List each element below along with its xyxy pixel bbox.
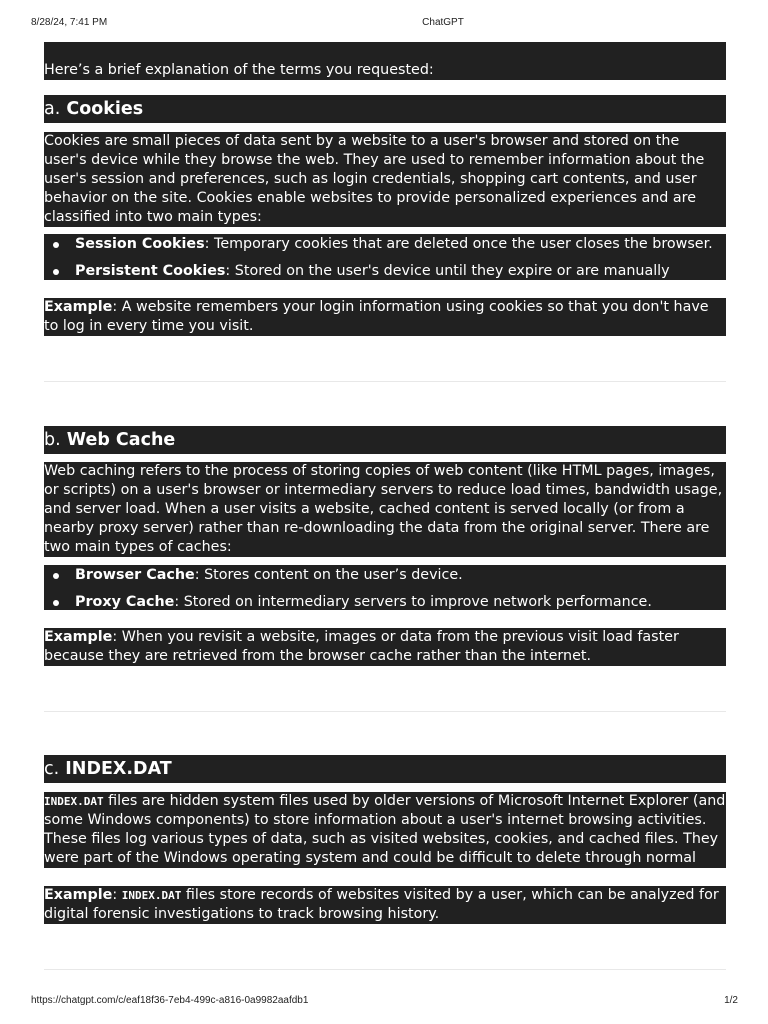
inline-code: INDEX.DAT (44, 795, 104, 808)
section-letter: a. (44, 99, 61, 119)
cookies-types-list (44, 234, 726, 298)
example-label: Example (44, 887, 113, 903)
example-text: files store records of websites visited by a user, which can be analyzed for digital forensic investigations to track browsing history. (44, 887, 719, 922)
list-item: Session Cookies: Temporary cookies that are deleted once the user closes the browser. (44, 235, 726, 254)
section-letter: b. (44, 430, 61, 450)
indexdat-example: Example: INDEX.DAT files store records of websites visited by a user, which can be analyzed for digital forensic investigations to track browsing history. (44, 886, 726, 924)
section-title: INDEX.DAT (65, 759, 172, 779)
intro-block (44, 42, 726, 80)
section-letter: c. (44, 759, 60, 779)
page-url: https://chatgpt.com/c/eaf18f36-7eb4-499c-a816-0a9982aafdb1 (31, 995, 309, 1006)
section-divider (44, 381, 726, 382)
print-title: ChatGPT (422, 17, 464, 28)
webcache-types-list (44, 565, 726, 610)
example-text: : When you revisit a website, images or data from the previous visit load faster because they are retrieved from the browser cache rather than the internet. (44, 629, 679, 664)
example-text: : A website remembers your login information using cookies so that you don't have to log in every time you visit. (44, 299, 709, 334)
page-number: 1/2 (724, 995, 738, 1006)
example-label: Example (44, 629, 113, 645)
list-item: Persistent Cookies: Stored on the user's device until they expire or are manually deleted. (44, 262, 726, 300)
section-divider (44, 969, 726, 970)
list-item: Proxy Cache: Stored on intermediary servers to improve network performance. (44, 593, 726, 612)
print-datetime: 8/28/24, 7:41 PM (31, 17, 108, 28)
section-heading-webcache (44, 426, 726, 454)
intro-text: Here’s a brief explanation of the terms you requested: (44, 62, 434, 78)
print-footer (0, 995, 768, 1009)
list-item: Browser Cache: Stores content on the user’s device. (44, 566, 726, 585)
section-title: Web Cache (66, 430, 176, 450)
section-heading-indexdat (44, 755, 726, 783)
section-heading-cookies (44, 95, 726, 123)
indexdat-description: INDEX.DAT files are hidden system files used by older versions of Microsoft Internet Explorer (and some Windows components) to store information about a user's internet browsing activities. These files log various types of data, such as visited websites, cookies, and cached files. They were part of the Windows operating system and could be difficult to delete through normal means. (44, 793, 726, 885)
webcache-example (44, 628, 726, 666)
webcache-description: Web caching refers to the process of storing copies of web content (like HTML pages, images, or scripts) on a user's browser or intermediary servers to reduce load times, bandwidth usage, and server load. When a user visits a website, cached content is served locally (or from a nearby proxy server) rather than re-downloading the data from the original server. There are two main types of caches: (44, 462, 726, 557)
section-divider (44, 711, 726, 712)
print-header (0, 17, 768, 31)
inline-code: INDEX.DAT (121, 889, 182, 902)
section-title: Cookies (66, 99, 144, 119)
example-label: Example (44, 299, 113, 315)
cookies-example (44, 298, 726, 336)
cookies-description: Cookies are small pieces of data sent by a website to a user's browser and stored on the user's device while they browse the web. They are used to remember information about the user's session and preferences, such as login credentials, shopping cart contents, and user behavior on the site. Cookies enable websites to provide personalized experiences and are classified into two main types: (44, 132, 726, 227)
